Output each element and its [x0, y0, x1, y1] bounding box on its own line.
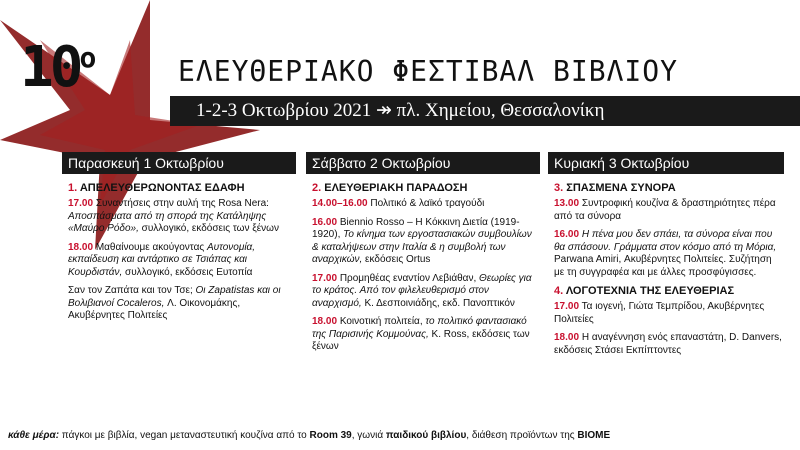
- section-title: [68, 182, 296, 194]
- program-entry: [312, 217, 540, 267]
- entry-subtitle: Αυτονομία, εκπαίδευση και αντάρτικο σε Τσιάπας και Κουρδιστάν,: [68, 241, 256, 278]
- section-label: ΣΠΑΣΜΕΝΑ ΣΥΝΟΡΑ: [566, 182, 676, 194]
- entry-text: Προμηθέας εναντίον Λεβιάθαν,: [339, 272, 477, 284]
- program-entry: [554, 198, 784, 223]
- entry-credits: Κ. Δεσποινιάδης, εκδ. Πανοπτικόν: [364, 297, 515, 309]
- entry-subtitle: Θεωρίες για το κράτος. Από τον φιλελευθερισμό στον αναρχισμό,: [312, 272, 532, 309]
- day-column: [306, 152, 540, 360]
- entry-subtitle: Οι Zapatistas και οι Βολιβιανοί Cocaleros,: [68, 285, 281, 309]
- program-entry: [312, 316, 540, 354]
- section-title: [554, 285, 784, 297]
- entry-time: 18.00: [68, 241, 94, 253]
- program-entry: [68, 198, 296, 236]
- section-number: 3.: [554, 182, 564, 194]
- entry-credits: Λ. Οικονομάκης, Ακυβέρνητες Πολιτείες: [68, 297, 241, 321]
- day-column: [548, 152, 784, 363]
- entry-text: Η αναγέννηση ενός επαναστάτη,: [581, 332, 727, 343]
- entry-time: 17.00: [312, 272, 338, 284]
- entry-subtitle: Αποσπάσματα από τη σπορά της Κατάληψης «Μαύρο Ρόδο»,: [68, 210, 267, 234]
- entry-time: 17.00: [554, 301, 580, 312]
- entry-subtitle: το πολιτικό φαντασιακό της Παρισινής Κομμούνας,: [312, 316, 527, 340]
- festival-dates-location: 1-2-3 Οκτωβρίου 2021 ↠ πλ. Χημείου, Θεσσαλονίκη: [170, 96, 800, 126]
- entry-subtitle: Η πένα μου δεν σπάει, τα σύνορα είναι που θα σπάσουν. Γράμματα στον κόσμο από τη Μόρια,: [554, 229, 777, 253]
- section-label: ΑΠΕΛΕΥΘΕΡΩΝΟΝΤΑΣ ΕΔΑΦΗ: [79, 182, 245, 194]
- festival-title: ΕΛΕΥΘΕΡΙΑΚΟ ΦΕΣΤΙΒΑΛ ΒΙΒΛΙΟΥ: [178, 55, 679, 88]
- section-number: 4.: [554, 285, 564, 297]
- program-entry: [312, 198, 540, 211]
- entry-text: Πολιτικό & λαϊκό τραγούδι: [370, 198, 485, 209]
- entry-text: Συναντήσεις στην αυλή της Rosa Nera:: [95, 198, 269, 209]
- entry-time: 18.00: [554, 332, 580, 343]
- day-column: [62, 152, 296, 329]
- entry-text: Κοινοτική πολιτεία,: [339, 316, 423, 327]
- entry-credits: συλλογικό, εκδόσεις Ευτοπία: [125, 266, 253, 278]
- entry-time: 14.00–16.00: [312, 198, 368, 209]
- daily-activities-footer: κάθε μέρα: πάγκοι με βιβλία, vegan μεταναστευτική κουζίνα από το Room 39, γωνιά παιδικού βιβλίου, διάθεση προϊόντων της BIOME: [8, 430, 611, 441]
- entry-text: Σαν τον Ζαπάτα και τον Τσε;: [68, 285, 193, 296]
- section-label: ΛΟΓΟΤΕΧΝΙΑ ΤΗΣ ΕΛΕΥΘΕΡΙΑΣ: [565, 285, 735, 297]
- section-title: [312, 182, 540, 194]
- day-heading: Σάββατο 2 Οκτωβρίου: [306, 152, 540, 174]
- entry-credits: εκδόσεις Ortus: [365, 254, 431, 265]
- entry-time: 13.00: [554, 198, 580, 209]
- section-title: [554, 182, 784, 194]
- entry-text: Τα ιογενή,: [581, 301, 626, 312]
- day-heading: Παρασκευή 1 Οκτωβρίου: [62, 152, 296, 174]
- section-label: ΕΛΕΥΘΕΡΙΑΚΗ ΠΑΡΑΔΟΣΗ: [324, 182, 468, 194]
- program-entry: [68, 285, 296, 323]
- entry-text: Μαθαίνουμε ακούγοντας: [95, 241, 205, 253]
- entry-time: 16.00: [554, 229, 580, 240]
- entry-credits: συλλογικό, εκδόσεις των ξένων: [141, 223, 279, 234]
- program-entry: [68, 242, 296, 280]
- entry-credits: Parwana Amiri, Ακυβέρνητες Πολιτείες. Συζήτηση με τη συγγραφέα και με άλλες προσφύγισσες.: [554, 254, 772, 278]
- entry-text: Biennio Rosso – Η Κόκκινη Διετία (1919-1920),: [312, 216, 520, 240]
- entry-credits: Γιώτα Τεμπρίδου, Ακυβέρνητες Πολιτείες: [554, 301, 765, 325]
- entry-time: 18.00: [312, 316, 338, 327]
- program-entry: [554, 229, 784, 279]
- entry-time: 16.00: [312, 216, 338, 228]
- entry-text: Συντροφική κουζίνα & δραστηριότητες πέρα από τα σύνορα: [554, 198, 776, 222]
- entry-credits: D. Danvers, εκδόσεις Στάσει Εκπίπτοντες: [554, 332, 782, 356]
- section-number: 1.: [68, 182, 78, 194]
- entry-subtitle: Το κίνημα των εργοστασιακών συμβουλίων & καταλήψεων στην Ιταλία & η συμβολή των αναρχικών,: [312, 229, 532, 265]
- section-number: 2.: [312, 182, 322, 194]
- program-entry: [554, 332, 784, 357]
- entry-time: 17.00: [68, 198, 94, 209]
- day-heading: Κυριακή 3 Οκτωβρίου: [548, 152, 784, 174]
- festival-edition-number: 10$^o$: [20, 35, 97, 100]
- entry-credits: K. Ross, εκδόσεις των ξένων: [312, 328, 530, 352]
- program-entry: [312, 273, 540, 311]
- program-entry: [554, 301, 784, 326]
